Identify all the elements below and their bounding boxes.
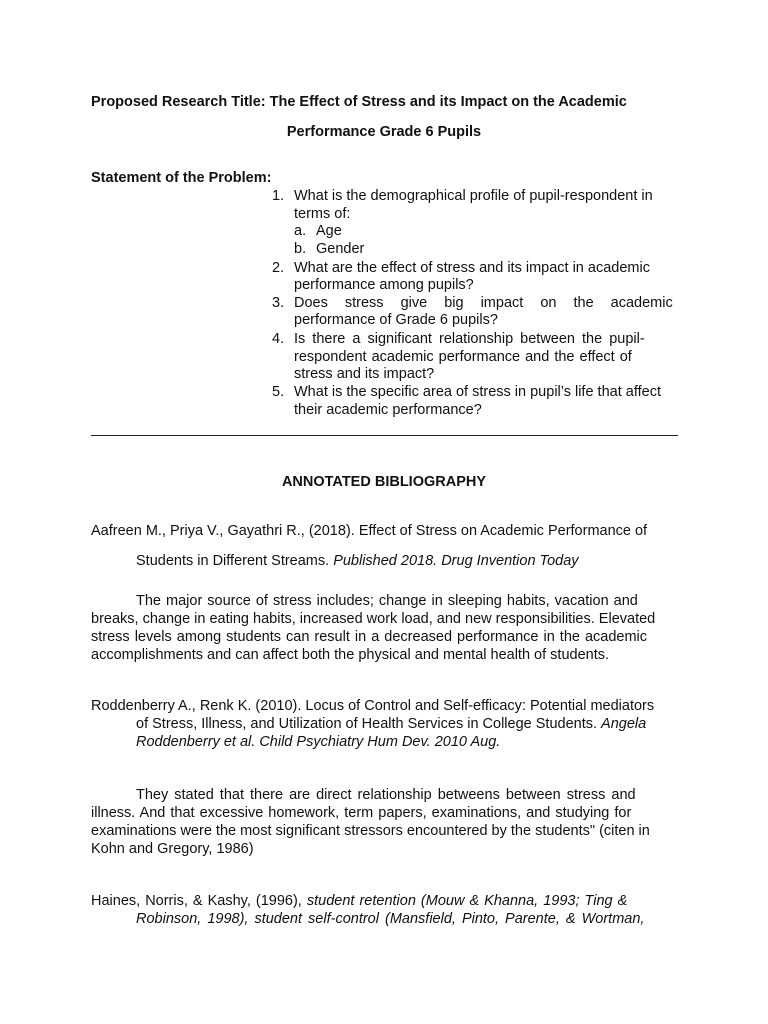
problem-item-2-line1: What are the effect of stress and its impact in academic	[294, 260, 650, 276]
citation-2-line2	[136, 716, 646, 732]
problem-item-5-line2: their academic performance?	[294, 402, 482, 418]
problem-item-number: 5.	[272, 384, 285, 400]
citation-2-source: Angela	[601, 716, 647, 732]
problem-item-number: 4.	[272, 331, 285, 347]
problem-item-1-line2: terms of:	[294, 206, 351, 222]
citation-3-authors: Haines, Norris, & Kashy, (1996),	[91, 893, 307, 909]
citation-1-title: Students in Different Streams.	[136, 553, 334, 569]
problem-item-number: 1.	[272, 188, 285, 204]
problem-item-4-line1: Is there a significant relationship between the pupil-	[294, 331, 645, 347]
citation-3-line1	[91, 893, 627, 909]
section-divider	[91, 435, 678, 436]
research-title-line1: Proposed Research Title: The Effect of Stress and its Impact on the Academic	[91, 94, 627, 110]
problem-item-2-line2: performance among pupils?	[294, 277, 474, 293]
research-title-line2: Performance Grade 6 Pupils	[286, 124, 482, 140]
problem-item-4-line2: respondent academic performance and the effect of	[294, 349, 632, 365]
annotation-1-line1: The major source of stress includes; change in sleeping habits, vacation and	[136, 593, 638, 609]
problem-item-number: 2.	[272, 260, 285, 276]
problem-item-number: 3.	[272, 295, 285, 311]
problem-item-1-line1: What is the demographical profile of pupil-respondent in	[294, 188, 653, 204]
problem-subitem-age: Age	[316, 223, 342, 239]
citation-1-line2	[136, 553, 579, 569]
problem-subitem-gender: Gender	[316, 241, 365, 257]
annotation-2-line2: illness. And that excessive homework, term papers, examinations, and studying for	[91, 805, 632, 821]
problem-item-3-line1: Does stress give big impact on the academic	[294, 295, 673, 311]
problem-subitem-letter: b.	[294, 241, 307, 257]
citation-3-topic: student retention (Mouw & Khanna, 1993; Ting &	[306, 893, 628, 909]
annotation-1-line4: accomplishments and can affect both the physical and mental health of students.	[91, 647, 610, 663]
citation-2-line3: Roddenberry et al. Child Psychiatry Hum Dev. 2010 Aug.	[136, 734, 501, 750]
annotation-2-line4: Kohn and Gregory, 1986)	[91, 841, 254, 857]
annotation-2-line1: They stated that there are direct relationship betweens between stress and	[136, 787, 636, 803]
annotation-2-line3: examinations were the most significant stressors encountered by the students" (citen in	[91, 823, 650, 839]
citation-2-title: of Stress, Illness, and Utilization of Health Services in College Students.	[136, 716, 602, 732]
problem-subitem-letter: a.	[294, 223, 307, 239]
problem-item-3-line2: performance of Grade 6 pupils?	[294, 312, 498, 328]
citation-1-source: Published 2018. Drug Invention Today	[333, 553, 579, 569]
citation-1-line1: Aafreen M., Priya V., Gayathri R., (2018). Effect of Stress on Academic Performance of	[91, 523, 648, 539]
bibliography-heading: ANNOTATED BIBLIOGRAPHY	[281, 474, 487, 490]
annotation-1-line3: stress levels among students can result in a decreased performance in the academic	[91, 629, 648, 645]
annotation-1-line2: breaks, change in eating habits, increased work load, and new responsibilities. Elevated	[91, 611, 656, 627]
citation-3-line2: Robinson, 1998), student self-control (Mansfield, Pinto, Parente, & Wortman,	[136, 911, 645, 927]
problem-heading: Statement of the Problem:	[91, 170, 272, 186]
problem-item-5-line1: What is the specific area of stress in pupil’s life that affect	[294, 384, 661, 400]
problem-item-4-line3: stress and its impact?	[294, 366, 435, 382]
citation-2-line1: Roddenberry A., Renk K. (2010). Locus of Control and Self-efficacy: Potential mediators	[91, 698, 655, 714]
